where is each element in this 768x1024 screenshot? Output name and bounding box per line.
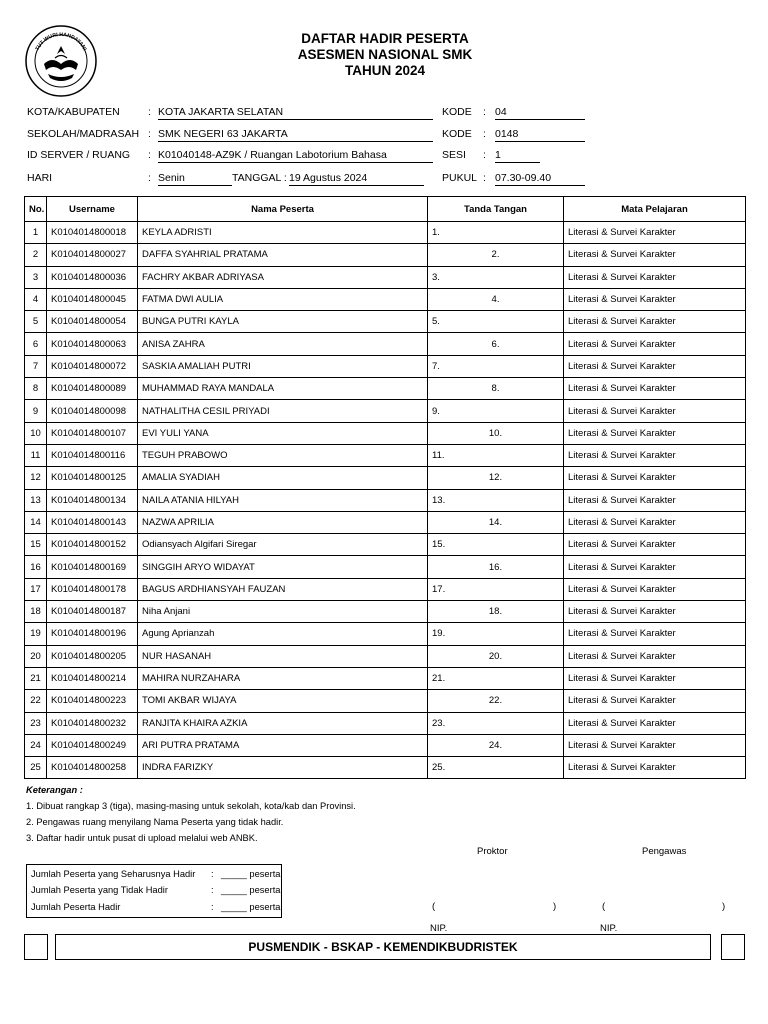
row-nama-peserta: BUNGA PUTRI KAYLA: [138, 311, 428, 333]
row-tanda-tangan: 6.: [428, 333, 564, 355]
row-nama-peserta: ANISA ZAHRA: [138, 333, 428, 355]
row-mata-pelajaran: Literasi & Survei Karakter: [564, 444, 746, 466]
row-number: 13: [25, 489, 47, 511]
row-tanda-tangan: 8.: [428, 378, 564, 400]
row-nama-peserta: Niha Anjani: [138, 601, 428, 623]
row-number: 17: [25, 578, 47, 600]
table-row: [25, 422, 746, 444]
row-number: 7: [25, 355, 47, 377]
proktor-label: Proktor: [477, 846, 508, 857]
row-username: K0104014800107: [47, 422, 138, 444]
row-username: K0104014800134: [47, 489, 138, 511]
proktor-nip: NIP.: [430, 923, 448, 934]
table-row: [25, 333, 746, 355]
table-row: [25, 288, 746, 310]
note-item: 2. Pengawas ruang menyilang Nama Peserta yang tidak hadir.: [26, 817, 284, 827]
row-username: K0104014800214: [47, 667, 138, 689]
note-item: 1. Dibuat rangkap 3 (tiga), masing-masing untuk sekolah, kota/kab dan Provinsi.: [26, 801, 356, 811]
summary-label: Jumlah Peserta yang Tidak Hadir: [31, 885, 168, 895]
row-tanda-tangan: 11.: [428, 444, 564, 466]
tanggal-label: TANGGAL :: [232, 172, 287, 184]
row-nama-peserta: INDRA FARIZKY: [138, 757, 428, 779]
row-number: 8: [25, 378, 47, 400]
table-row: [25, 378, 746, 400]
row-number: 2: [25, 244, 47, 266]
kode1-label: KODE: [442, 106, 472, 118]
row-username: K0104014800178: [47, 578, 138, 600]
table-row: [25, 601, 746, 623]
table-row: [25, 734, 746, 756]
table-row: [25, 645, 746, 667]
row-mata-pelajaran: Literasi & Survei Karakter: [564, 467, 746, 489]
row-number: 12: [25, 467, 47, 489]
table-row: [25, 690, 746, 712]
row-tanda-tangan: 1.: [428, 222, 564, 244]
row-nama-peserta: EVI YULI YANA: [138, 422, 428, 444]
table-body: [25, 222, 746, 779]
row-number: 18: [25, 601, 47, 623]
pengawas-label: Pengawas: [642, 846, 687, 857]
row-tanda-tangan: 21.: [428, 667, 564, 689]
summary-label: Jumlah Peserta Hadir: [31, 902, 121, 912]
row-nama-peserta: Odiansyach Algifari Siregar: [138, 534, 428, 556]
row-username: K0104014800258: [47, 757, 138, 779]
table-row: [25, 222, 746, 244]
row-number: 11: [25, 444, 47, 466]
header-username: Username: [47, 197, 138, 222]
row-username: K0104014800223: [47, 690, 138, 712]
sesi-colon: :: [483, 149, 486, 161]
table-row: [25, 712, 746, 734]
notes: [26, 782, 356, 846]
hari-value: Senin: [158, 171, 232, 186]
row-tanda-tangan: 12.: [428, 467, 564, 489]
row-username: K0104014800054: [47, 311, 138, 333]
row-number: 20: [25, 645, 47, 667]
row-number: 16: [25, 556, 47, 578]
row-nama-peserta: Agung Aprianzah: [138, 623, 428, 645]
row-nama-peserta: SASKIA AMALIAH PUTRI: [138, 355, 428, 377]
pukul-label: PUKUL: [442, 172, 478, 184]
row-tanda-tangan: 23.: [428, 712, 564, 734]
row-nama-peserta: TOMI AKBAR WIJAYA: [138, 690, 428, 712]
row-username: K0104014800249: [47, 734, 138, 756]
row-username: K0104014800072: [47, 355, 138, 377]
title-line-2: ASESMEN NASIONAL SMK: [297, 47, 473, 62]
summary-label: Jumlah Peserta yang Seharusnya Hadir: [31, 869, 196, 879]
row-mata-pelajaran: Literasi & Survei Karakter: [564, 355, 746, 377]
footer-right-box: [721, 934, 745, 960]
pukul-value: 07.30-09.40: [495, 171, 585, 186]
row-tanda-tangan: 17.: [428, 578, 564, 600]
row-nama-peserta: SINGGIH ARYO WIDAYAT: [138, 556, 428, 578]
row-number: 4: [25, 288, 47, 310]
row-username: K0104014800116: [47, 444, 138, 466]
table-row: [25, 444, 746, 466]
row-nama-peserta: KEYLA ADRISTI: [138, 222, 428, 244]
table-row: [25, 489, 746, 511]
title-line-3: TAHUN 2024: [344, 63, 426, 78]
row-username: K0104014800187: [47, 601, 138, 623]
row-nama-peserta: FATMA DWI AULIA: [138, 288, 428, 310]
sekolah-value: SMK NEGERI 63 JAKARTA: [158, 127, 433, 142]
row-mata-pelajaran: Literasi & Survei Karakter: [564, 667, 746, 689]
row-tanda-tangan: 5.: [428, 311, 564, 333]
pengawas-close-paren: ): [722, 901, 726, 912]
server-colon: :: [148, 149, 151, 161]
summary-row: [31, 867, 281, 881]
row-tanda-tangan: 4.: [428, 288, 564, 310]
row-tanda-tangan: 20.: [428, 645, 564, 667]
kode2-value: 0148: [495, 127, 585, 142]
row-mata-pelajaran: Literasi & Survei Karakter: [564, 222, 746, 244]
table-header-row: [25, 197, 746, 222]
footer-banner: PUSMENDIK - BSKAP - KEMENDIKBUDRISTEK: [55, 934, 711, 960]
row-mata-pelajaran: Literasi & Survei Karakter: [564, 266, 746, 288]
summary-value: _____ peserta: [221, 885, 281, 895]
summary-colon: :: [211, 902, 214, 912]
table-row: [25, 244, 746, 266]
sekolah-label: SEKOLAH/MADRASAH: [27, 128, 140, 140]
hari-colon: :: [148, 172, 151, 184]
sesi-value: 1: [495, 148, 540, 163]
row-tanda-tangan: 15.: [428, 534, 564, 556]
row-username: K0104014800196: [47, 623, 138, 645]
row-mata-pelajaran: Literasi & Survei Karakter: [564, 288, 746, 310]
row-tanda-tangan: 24.: [428, 734, 564, 756]
row-mata-pelajaran: Literasi & Survei Karakter: [564, 645, 746, 667]
table-row: [25, 467, 746, 489]
row-number: 21: [25, 667, 47, 689]
row-number: 24: [25, 734, 47, 756]
summary-row: [31, 900, 281, 914]
row-mata-pelajaran: Literasi & Survei Karakter: [564, 601, 746, 623]
proktor-open-paren: (: [432, 901, 436, 912]
table-row: [25, 266, 746, 288]
row-mata-pelajaran: Literasi & Survei Karakter: [564, 489, 746, 511]
row-tanda-tangan: 14.: [428, 511, 564, 533]
kode2-label: KODE: [442, 128, 472, 140]
summary-row: [31, 883, 281, 897]
row-number: 9: [25, 400, 47, 422]
row-username: K0104014800152: [47, 534, 138, 556]
row-username: K0104014800027: [47, 244, 138, 266]
row-tanda-tangan: 18.: [428, 601, 564, 623]
attendance-table: [24, 196, 746, 779]
row-username: K0104014800232: [47, 712, 138, 734]
hari-label: HARI: [27, 172, 53, 184]
row-nama-peserta: FACHRY AKBAR ADRIYASA: [138, 266, 428, 288]
row-number: 14: [25, 511, 47, 533]
row-username: K0104014800036: [47, 266, 138, 288]
row-username: K0104014800018: [47, 222, 138, 244]
row-mata-pelajaran: Literasi & Survei Karakter: [564, 623, 746, 645]
row-username: K0104014800098: [47, 400, 138, 422]
attendance-summary-box: [26, 864, 282, 918]
proktor-close-paren: ): [553, 901, 557, 912]
row-nama-peserta: NATHALITHA CESIL PRIYADI: [138, 400, 428, 422]
pengawas-open-paren: (: [602, 901, 606, 912]
row-mata-pelajaran: Literasi & Survei Karakter: [564, 511, 746, 533]
title-line-1: DAFTAR HADIR PESERTA: [301, 31, 469, 46]
row-username: K0104014800089: [47, 378, 138, 400]
notes-heading: Keterangan :: [26, 785, 83, 795]
row-nama-peserta: ARI PUTRA PRATAMA: [138, 734, 428, 756]
table-row: [25, 511, 746, 533]
kode1-value: 04: [495, 105, 585, 120]
row-number: 25: [25, 757, 47, 779]
row-mata-pelajaran: Literasi & Survei Karakter: [564, 422, 746, 444]
row-tanda-tangan: 13.: [428, 489, 564, 511]
summary-value: _____ peserta: [221, 869, 281, 879]
row-tanda-tangan: 16.: [428, 556, 564, 578]
row-nama-peserta: NUR HASANAH: [138, 645, 428, 667]
row-mata-pelajaran: Literasi & Survei Karakter: [564, 333, 746, 355]
row-tanda-tangan: 9.: [428, 400, 564, 422]
summary-colon: :: [211, 885, 214, 895]
summary-colon: :: [211, 869, 214, 879]
header-tanda-tangan: Tanda Tangan: [428, 197, 564, 222]
kode1-colon: :: [483, 106, 486, 118]
row-number: 10: [25, 422, 47, 444]
row-nama-peserta: BAGUS ARDHIANSYAH FAUZAN: [138, 578, 428, 600]
row-tanda-tangan: 25.: [428, 757, 564, 779]
table-row: [25, 757, 746, 779]
row-username: K0104014800045: [47, 288, 138, 310]
table-row: [25, 311, 746, 333]
row-username: K0104014800063: [47, 333, 138, 355]
row-mata-pelajaran: Literasi & Survei Karakter: [564, 734, 746, 756]
row-mata-pelajaran: Literasi & Survei Karakter: [564, 534, 746, 556]
row-number: 5: [25, 311, 47, 333]
summary-value: _____ peserta: [221, 902, 281, 912]
row-tanda-tangan: 3.: [428, 266, 564, 288]
row-tanda-tangan: 10.: [428, 422, 564, 444]
row-mata-pelajaran: Literasi & Survei Karakter: [564, 578, 746, 600]
row-username: K0104014800143: [47, 511, 138, 533]
row-mata-pelajaran: Literasi & Survei Karakter: [564, 400, 746, 422]
row-username: K0104014800125: [47, 467, 138, 489]
header-no: No.: [25, 197, 47, 222]
row-mata-pelajaran: Literasi & Survei Karakter: [564, 757, 746, 779]
row-nama-peserta: AMALIA SYADIAH: [138, 467, 428, 489]
kota-value: KOTA JAKARTA SELATAN: [158, 105, 433, 120]
kota-colon: :: [148, 106, 151, 118]
tut-wuri-handayani-logo: [24, 24, 98, 98]
row-mata-pelajaran: Literasi & Survei Karakter: [564, 690, 746, 712]
row-mata-pelajaran: Literasi & Survei Karakter: [564, 378, 746, 400]
table-row: [25, 556, 746, 578]
row-nama-peserta: MUHAMMAD RAYA MANDALA: [138, 378, 428, 400]
row-mata-pelajaran: Literasi & Survei Karakter: [564, 712, 746, 734]
footer-left-box: [24, 934, 48, 960]
server-label: ID SERVER / RUANG: [27, 149, 131, 161]
row-username: K0104014800205: [47, 645, 138, 667]
header-nama-peserta: Nama Peserta: [138, 197, 428, 222]
logo-text: TUT WURI HANDAYANI: [34, 31, 88, 52]
row-nama-peserta: NAILA ATANIA HILYAH: [138, 489, 428, 511]
table-row: [25, 578, 746, 600]
table-row: [25, 667, 746, 689]
row-number: 6: [25, 333, 47, 355]
table-row: [25, 623, 746, 645]
tanggal-value: 19 Agustus 2024: [289, 171, 424, 186]
row-number: 19: [25, 623, 47, 645]
row-number: 22: [25, 690, 47, 712]
row-tanda-tangan: 7.: [428, 355, 564, 377]
table-row: [25, 400, 746, 422]
table-row: [25, 534, 746, 556]
row-number: 3: [25, 266, 47, 288]
row-nama-peserta: MAHIRA NURZAHARA: [138, 667, 428, 689]
row-tanda-tangan: 19.: [428, 623, 564, 645]
row-nama-peserta: RANJITA KHAIRA AZKIA: [138, 712, 428, 734]
row-tanda-tangan: 2.: [428, 244, 564, 266]
note-item: 3. Daftar hadir untuk pusat di upload melalui web ANBK.: [26, 833, 258, 843]
header-mata-pelajaran: Mata Pelajaran: [564, 197, 746, 222]
row-nama-peserta: NAZWA APRILIA: [138, 511, 428, 533]
row-number: 1: [25, 222, 47, 244]
pukul-colon: :: [483, 172, 486, 184]
row-mata-pelajaran: Literasi & Survei Karakter: [564, 244, 746, 266]
row-number: 15: [25, 534, 47, 556]
pengawas-nip: NIP.: [600, 923, 618, 934]
row-username: K0104014800169: [47, 556, 138, 578]
row-number: 23: [25, 712, 47, 734]
row-nama-peserta: TEGUH PRABOWO: [138, 444, 428, 466]
sekolah-colon: :: [148, 128, 151, 140]
row-nama-peserta: DAFFA SYAHRIAL PRATAMA: [138, 244, 428, 266]
kode2-colon: :: [483, 128, 486, 140]
server-value: K01040148-AZ9K / Ruangan Labotorium Bahasa: [158, 148, 433, 163]
row-mata-pelajaran: Literasi & Survei Karakter: [564, 311, 746, 333]
table-row: [25, 355, 746, 377]
row-mata-pelajaran: Literasi & Survei Karakter: [564, 556, 746, 578]
kota-label: KOTA/KABUPATEN: [27, 106, 120, 118]
sesi-label: SESI: [442, 149, 466, 161]
row-tanda-tangan: 22.: [428, 690, 564, 712]
document-title: [200, 31, 570, 79]
